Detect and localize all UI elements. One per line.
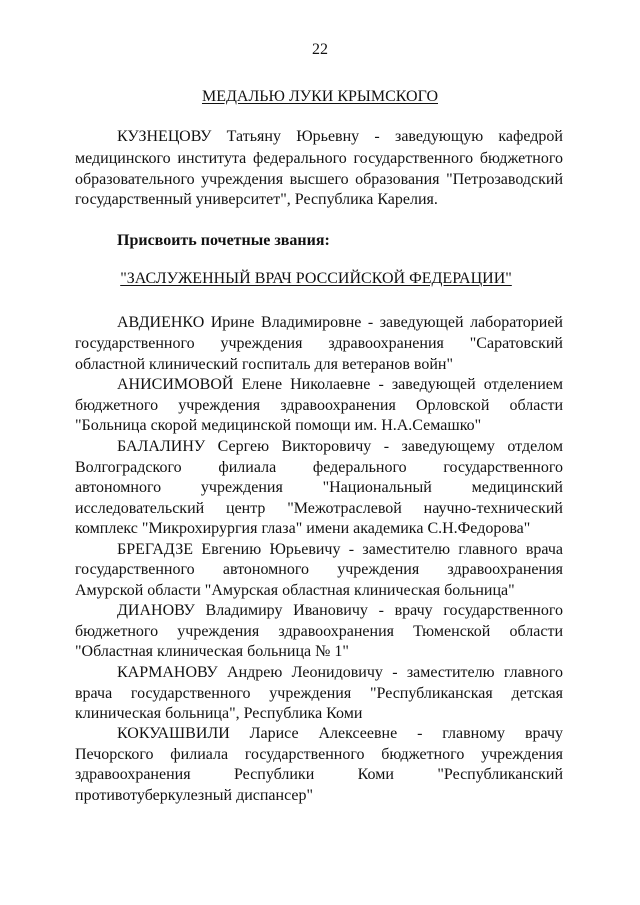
entry-line: государственного автономного учреждения здравоохранения	[75, 561, 563, 578]
entry-line: государственного учреждения здравоохранения "Саратовский	[75, 335, 563, 352]
entry-line: Амурской области "Амурская областная клиническая больница"	[75, 582, 515, 599]
entry-line: "Областная клиническая больница № 1"	[75, 643, 349, 660]
entry-line: клиническая больница", Республика Коми	[75, 705, 363, 722]
entry-line: АВДИЕНКО Ирине Владимировне - заведующей лабораторией	[117, 314, 563, 331]
page-number: 22	[312, 41, 328, 58]
entry-line: КАРМАНОВУ Андрею Леонидовичу - заместителю главного	[117, 664, 563, 681]
entry-line: противотуберкулезный диспансер"	[75, 787, 314, 804]
entry-line: областной клинический госпиталь для ветеранов войн"	[75, 356, 453, 373]
entry-line: врача государственного учреждения "Республиканская детская	[75, 685, 563, 702]
entry-line: здравоохранения Республики Коми "Республиканский	[75, 766, 563, 783]
entry-line: БРЕГАДЗЕ Евгению Юрьевичу - заместителю главного врача	[117, 541, 563, 558]
entry-line: бюджетного учреждения здравоохранения Орловской области	[75, 397, 563, 414]
entry-line: Печорского филиала государственного бюджетного учреждения	[75, 746, 563, 763]
medal-entry-line: медицинского института федерального государственного бюджетного	[75, 150, 563, 167]
entry-line: БАЛАЛИНУ Сергею Викторовичу - заведующему отделом	[117, 438, 563, 455]
entry-line: КОКУАШВИЛИ Ларисе Алексеевне - главному врачу	[117, 725, 563, 742]
entry-line: комплекс "Микрохирургия глаза" имени академика С.Н.Федорова"	[75, 520, 531, 537]
medal-entry-line: государственный университет", Республика Карелия.	[75, 191, 438, 208]
entry-line: "Больница скорой медицинской помощи им. Н.А.Семашко"	[75, 417, 482, 434]
medal-entry-line: КУЗНЕЦОВУ Татьяну Юрьевну - заведующую кафедрой	[117, 128, 563, 145]
medal-entry-line: образовательного учреждения высшего образования "Петрозаводский	[75, 171, 563, 188]
entry-line: автономного учреждения "Национальный медицинский	[75, 479, 563, 496]
entry-line: ДИАНОВУ Владимиру Ивановичу - врачу государственного	[117, 602, 563, 619]
medal-heading: МЕДАЛЬЮ ЛУКИ КРЫМСКОГО	[201, 88, 438, 105]
entry-line: АНИСИМОВОЙ Елене Николаевне - заведующей отделением	[117, 376, 563, 393]
assign-heading: Присвоить почетные звания:	[117, 232, 330, 249]
title-heading: "ЗАСЛУЖЕННЫЙ ВРАЧ РОССИЙСКОЙ ФЕДЕРАЦИИ"	[120, 270, 512, 287]
entry-line: бюджетного учреждения здравоохранения Тюменской области	[75, 623, 563, 640]
entry-line: Волгоградского филиала федерального государственного	[75, 459, 563, 476]
entry-line: исследовательский центр "Межотраслевой научно-технический	[75, 500, 563, 517]
